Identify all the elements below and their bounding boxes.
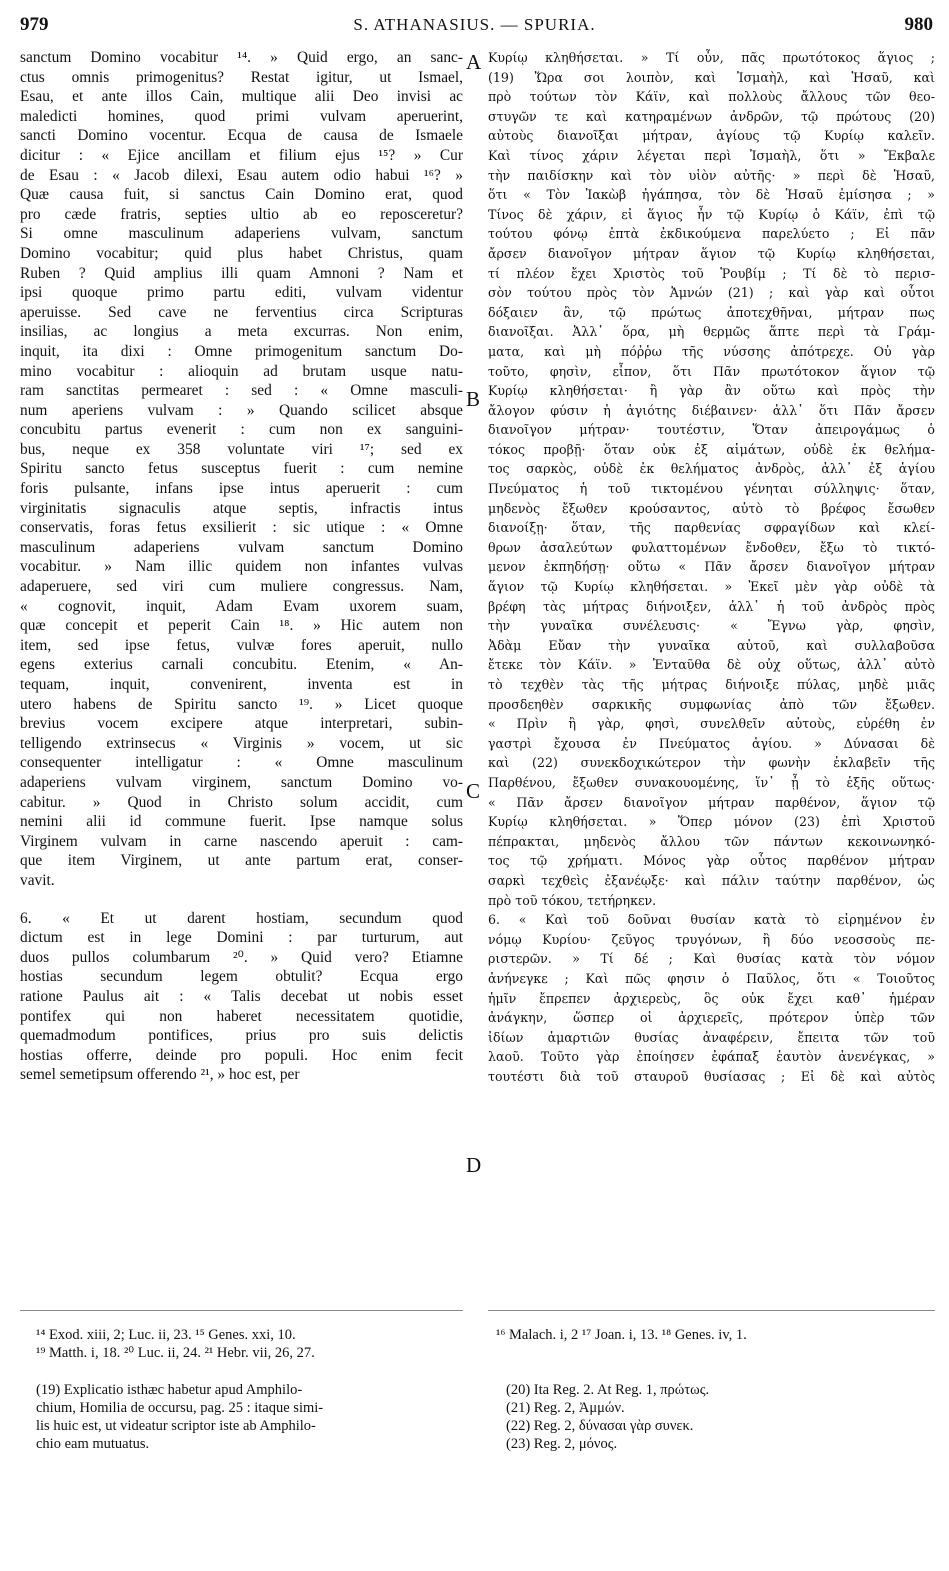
footnote-rule-right [488, 1310, 935, 1311]
text-line: ματα, καὶ μὴ πόῤῥω τῆς νύσσης ἀπότρεχε. Οὐ γὰρ [488, 343, 935, 359]
text-line: pro cæde fratris, septies ultio ab eo reposceretur? [20, 205, 463, 223]
text-line: ἄλογον φύσιν ἡ ἁγιότης διέβαινεν· ἀλλ᾽ ὅτι Πᾶν ἄρσεν [488, 402, 935, 418]
scripture-note-line: ¹⁴ Exod. xiii, 2; Luc. ii, 23. ¹⁵ Genes. xxi, 10. [36, 1327, 296, 1343]
page-number-right: 980 [904, 14, 933, 35]
text-line: utero habens de Spiritu sancto ¹⁹. » Licet quoque [20, 695, 463, 713]
text-line: sancti Domino vocentur. Ecqua de causa de Ismaele [20, 127, 463, 145]
scripture-notes-right [496, 1326, 936, 1344]
text-line: στυγῶν τε καὶ κατηραμένων ἀνδρῶν, τῷ πρώτους (20) [488, 108, 935, 124]
text-line: mino vocabitur : alioquin ad brutam usque natu- [20, 362, 463, 380]
text-line: ctus omnis primogenitus? Restat igitur, ut Ismael, [20, 68, 463, 86]
text-line: ἀνήνεγκε ; Καὶ πῶς φησιν ὁ Παῦλος, ὅτι « Τοιοῦτος [488, 970, 935, 986]
text-line: semel semetipsum offerendo ²¹, » hoc est, per [20, 1066, 300, 1084]
text-line: pontifex qui non haberet necessitatem quotidie, [20, 1007, 463, 1025]
text-line: τί πλέον ἔχει Χριστὸς τοῦ Ῥουβίμ ; Τί δὲ τὸ περισ- [488, 265, 935, 281]
text-line: inquit, ita dixi : Omne primogenitum sanctum Do- [20, 342, 463, 360]
paragraph-gap [20, 891, 463, 909]
text-line: τοῦτο, φησὶν, εἶπον, ὅτι Πᾶν πρωτότοκον ἅγιον τῷ [488, 363, 935, 379]
text-line: τὴν γυναῖκα συνέλευσις· « Ἔγνω γὰρ, φησὶν, [488, 618, 935, 634]
text-line: ἡμῖν ἔπρεπεν ἀρχιερεὺς, ὃς οὐκ ἔχει καθ᾽ ἡμέραν [488, 990, 935, 1006]
text-line: καὶ (22) συνεκδοχικώτερον τὴν φωνὴν ἐκλαβεῖν τῆς [488, 755, 935, 771]
text-line: τούτου φόνῳ ἑπτὰ ἐκδικούμενα παρελύετο ; Εἰ πᾶν [488, 226, 935, 242]
text-line: Domino vocabitur; quid plus habet Christus, quam [20, 244, 463, 262]
text-line: Virginem vulvam in carne nascendo aperuit : cam- [20, 832, 463, 850]
text-line: Τίνος δὲ χάριν, εἰ ἅγιος ἦν τῷ Κυρίῳ ὁ Κάϊν, ἐπὶ τῷ [488, 206, 935, 222]
text-line: τος τῷ χρήματι. Μόνος γὰρ οὗτος παρθένον μήτραν [488, 853, 935, 869]
text-line: τὴν παιδίσκην καὶ τὸν υἱὸν αὐτῆς· » περὶ δὲ Ἡσαῦ, [488, 167, 935, 183]
text-line: « cognovit, inquit, Adam Evam uxorem suam, [20, 597, 463, 615]
text-line: μηδενὸς ἔξωθεν κρούσαντος, αὐτὸ τὸ βρέφος ἔσωθεν [488, 500, 935, 516]
text-line: dicitur : « Ejice ancillam et filium ejus ¹⁵? » Cur [20, 146, 463, 164]
text-line: insilias, ac longius a meta excurras. Non enim, [20, 323, 463, 341]
text-line: brevius vocem excipere atque interpretari, subin- [20, 715, 463, 733]
text-line: Κυρίῳ κληθήσεται. » Τί οὖν, πᾶς πρωτότοκος ἅγιος ; [488, 50, 935, 65]
text-line: ratione Paulus ait : « Talis decebat ut nobis esset [20, 987, 463, 1005]
editor-note-line: chium, Homilia de occursu, pag. 25 : itaque simi- [36, 1400, 324, 1416]
editor-notes-left [36, 1381, 466, 1453]
editor-notes-right [506, 1381, 936, 1453]
text-line: πρὸ τούτων τὸν Κάϊν, καὶ πολλοὺς ἄλλους τῶν θεο- [488, 89, 935, 105]
text-line: ram sanctitas permearet : sed : « Omne masculi- [20, 382, 463, 400]
text-line: βρέφη τὰς μήτρας διήνοιξεν, ἀλλ᾽ ἡ τοῦ ἀνδρὸς πρὸς [488, 598, 935, 614]
text-line: « Πᾶν ἄρσεν διανοῖγον μήτραν παρθένον, ἅγιον τῷ [488, 794, 935, 810]
text-line: Παρθένου, ἔξωθεν συνακουομένης, ἵν᾽ ᾖ τὸ ἑξῆς οὕτως· [488, 774, 935, 790]
text-line: ἄρσεν διανοῖγον μήτραν ἅγιον τῷ Κυρίῳ κληθήσεται, [488, 245, 935, 261]
text-line: γαστρὶ ἔχουσα ἐν Πνεύματος ἁγίου. » Δύνασαι δὲ [488, 735, 935, 751]
text-line: que item Virginem, ut ante partum erat, conser- [20, 852, 463, 870]
text-line: σαρκὶ τεχθεὶς ἐξανέῳξε· καὶ πάλιν ταύτην παρθένον, ὡς [488, 872, 935, 888]
text-line: Ruben ? Quid amplius illi quam Amnoni ? Nam et [20, 264, 463, 282]
text-line: ἔτεκε τὸν Κάϊν. » Ἐνταῦθα δὲ οὐχ οὕτως, ἀλλ᾽ αὐτὸ [488, 657, 935, 673]
editor-note-line: (20) Ita Reg. 2. At Reg. 1, πρώτως. [506, 1382, 710, 1398]
text-line: duos pullos columbarum ²⁰. » Quid vero? Etiamne [20, 948, 463, 966]
text-line: quemadmodum pontifices, prius pro suis delictis [20, 1027, 463, 1045]
editor-note-line: lis huic est, ut videatur scriptor iste ab Amphilo- [36, 1418, 316, 1434]
scripture-note-line: ¹⁹ Matth. i, 18. ²⁰ Luc. ii, 24. ²¹ Hebr. vii, 26, 27. [36, 1345, 315, 1361]
editor-note-line: (23) Reg. 2, μόνος. [506, 1436, 618, 1452]
text-line: vavit. [20, 871, 55, 889]
scripture-notes-left [36, 1326, 466, 1362]
text-line: διανοῖγον μήτραν· τουτέστιν, Ὅταν ἀπειρογάμως ὁ [488, 422, 935, 438]
text-line: « Πρὶν ἢ γὰρ, φησὶ, συνελθεῖν αὐτοὺς, εὑρέθη ἐν [488, 716, 935, 732]
running-header [12, 14, 937, 38]
text-line: τος σαρκὸς, οὐδὲ ἐκ θελήματος ἀνδρὸς, ἀλλ᾽ ἐξ ἁγίου [488, 461, 935, 477]
text-line: ipsi quoque primo partu editi, vulvam videntur [20, 284, 463, 302]
text-line: dictum est in lege Domini : par turturum, aut [20, 929, 463, 947]
text-line: Spiritu sancto fetus susceptus fuerit : cum nemine [20, 460, 463, 478]
section-marker-d: D [466, 1153, 482, 1177]
text-line: consequenter intelligatur : « Omne masculinum [20, 754, 463, 772]
section-marker-a: A [466, 50, 482, 74]
latin-column [20, 48, 463, 1085]
text-line: Πνεύματος ἡ τοῦ τικτομένου γένηται σύλληψις· ὅταν, [488, 481, 935, 497]
text-line: adaperiens vulvam virginem, sanctum Domino vo- [20, 773, 463, 791]
text-line: telligendo extrinsecus « Virginis » vocem, ut sic [20, 734, 463, 752]
text-line: sanctum Domino vocabitur ¹⁴. » Quid ergo, an sanc- [20, 49, 463, 66]
text-line: hostias secundum legem obtulit? Ecqua ergo [20, 968, 463, 986]
text-line: θρων ἀσαλεύτων φυλαττομένων ἔνδοθεν, ἔξω τὸ τικτό- [488, 539, 935, 555]
text-line: bus, neque ex 358 voluntate viri ¹⁷; sed ex [20, 440, 463, 458]
text-line: λαοῦ. Τοῦτο γὰρ ἐποίησεν ἐφάπαξ ἑαυτὸν ἀνενέγκας, » [488, 1049, 935, 1065]
text-line: quæ concepit et peperit Cain ¹⁸. » Hic autem non [20, 617, 463, 635]
section-marker-c: C [466, 779, 481, 803]
text-line: foris pulsante, infans ipse intus aperuerit : cum [20, 480, 463, 498]
greek-column [488, 48, 935, 1086]
text-line: hostias offerre, deinde pro populi. Hoc enim fecit [20, 1046, 463, 1064]
text-line: τόκος προβῇ· ὅταν οὐκ ἐξ αἱμάτων, οὐδὲ ἐκ θελήμα- [488, 441, 935, 457]
text-line: προσδεηθὲν σαρκικῆς συμφωνίας ἀπὸ τῶν ἔξωθεν. [488, 696, 935, 712]
text-line: 6. « Et ut darent hostiam, secundum quod [20, 909, 463, 927]
text-line: item, sed ipse fetus, vulvæ fores aperuit, nullo [20, 636, 463, 654]
text-line: virginitatis signaculis atque septis, infractis intus [20, 499, 463, 517]
text-line: Κυρίῳ κληθήσεται· ἢ γὰρ ἂν οὕτω καὶ πρὸς τὴν [488, 383, 935, 399]
text-line: nemini alii id commune fuerit. Ipse namque solus [20, 813, 463, 831]
section-marker-b: B [466, 387, 481, 411]
text-line: conservatis, foras fetus exsilierit : sic utique : « Omne [20, 519, 463, 537]
text-line: aperuisse. Sed cave ne ferventius circa Scripturas [20, 303, 463, 321]
scripture-note-line: ¹⁶ Malach. i, 2 ¹⁷ Joan. i, 13. ¹⁸ Genes. iv, 1. [496, 1327, 747, 1343]
text-line: tequam, inquit, convenirent, inventa est in [20, 676, 463, 693]
text-line: διανοῖξαι. Ἀλλ᾽ ὅρα, μὴ θερμῶς ἅπτε περὶ τὰ Γράμ- [488, 324, 935, 340]
text-line: maledicti homines, quod primi vulvam aperuerint, [20, 107, 463, 125]
text-line: μενον ἐκπηδήσῃ· οὕτω « Πᾶν ἄρσεν διανοῖγον μήτραν [488, 559, 935, 575]
text-line: ἰδίων ἁμαρτιῶν θυσίας ἀναφέρειν, ἔπειτα τῶν τοῦ [488, 1029, 935, 1045]
text-line: Si omne masculinum adaperiens vulvam, sanctum [20, 225, 463, 243]
editor-note-line: (19) Explicatio isthæc habetur apud Amphilo- [36, 1382, 303, 1398]
text-line: Quæ causa fuit, si sanctus Cain Domino erat, quod [20, 186, 463, 204]
text-line: vocabitur. » Nam illic quidem non infantes vulvas [20, 558, 463, 576]
text-line: ἅγιον τῷ Κυρίῳ κληθήσεται. » Ἐκεῖ μὲν γὰρ οὐδὲ τὰ [488, 579, 935, 595]
text-line: adaperuere, sed viri cum muliere congressus. Nam, [20, 578, 463, 596]
text-line: Ἀδὰμ Εὔαν τὴν γυναῖκα αὐτοῦ, καὶ συλλαβοῦσα [488, 637, 935, 653]
text-line: (19) Ὥρα σοι λοιπὸν, καὶ Ἰσμαὴλ, καὶ Ἡσαῦ, καὶ [488, 69, 935, 85]
text-line: Esau, et ante illos Cain, multique alii Deo invisi ac [20, 88, 463, 106]
editor-note-line: (21) Reg. 2, Ἀμμών. [506, 1400, 625, 1416]
footnote-rule-left [20, 1310, 463, 1311]
text-line: πρὸ τοῦ τόκου, τετήρηκεν. [488, 892, 657, 908]
text-line: διανοίξῃ· ὅταν, τῆς παρθενίας σφραγίδων καὶ κλεί- [488, 520, 935, 536]
text-line: 6. « Καὶ τοῦ δοῦναι θυσίαν κατὰ τὸ εἰρημένον ἐν [488, 912, 935, 928]
text-line: concubitu partus evenerit : cum non ex sanguini- [20, 421, 463, 439]
text-line: τὸ τεχθὲν τὰς τῆς μήτρας διήνοιξε πύλας, μηδὲ μιᾶς [488, 677, 935, 692]
text-line: δόξαιεν ἂν, τῷ πρώτως ἀποτεχθῆναι, μήτραν πως [488, 304, 935, 320]
text-line: αὐτοὺς διανοῖξαι μήτραν, ἁγίους τῷ Κυρίῳ καλεῖν. [488, 128, 935, 144]
editor-note-line: chio eam mutuatus. [36, 1436, 150, 1452]
editor-note-line: (22) Reg. 2, δύνασαι γὰρ συνεκ. [506, 1418, 694, 1434]
text-line: ἀνάγκην, ὥσπερ οἱ ἀρχιερεῖς, πρότερον ὑπὲρ τῶν [488, 1010, 935, 1026]
text-line: Καὶ τίνος χάριν λέγεται περὶ Ἰσμαὴλ, ὅτι » Ἔκβαλε [488, 147, 935, 163]
text-line: τουτέστι διὰ τοῦ σταυροῦ θυσίασας ; Εἰ δὲ καὶ αὐτὸς [488, 1068, 935, 1084]
running-title: S. ATHANASIUS. — SPURIA. [353, 15, 596, 34]
text-line: egens exterius carnali concubitu. Etenim, « An- [20, 656, 463, 674]
text-line: cabitur. » Quod in Christo solum accidit, cum [20, 793, 463, 811]
text-line: de Esau : « Jacob dilexi, Esau autem odio habui ¹⁶? » [20, 166, 463, 184]
text-line: σὸν τούτου πρὸς τὸν Ἀμνών (21) ; καὶ γὰρ καὶ οὗτοι [488, 285, 935, 301]
text-line: πέπρακται, μηδενὸς ἄλλου τῶν πάντων κεκοινωνηκό- [488, 833, 935, 849]
text-line: Κυρίῳ κληθήσεται. » Ὅπερ μόνον (23) ἐπὶ Χριστοῦ [488, 814, 935, 830]
text-line: ριστερῶν. » Τί δέ ; Καὶ θυσίας κατὰ τὸν νόμον [488, 951, 935, 967]
text-line: num aperiens vulvam : » Quando scilicet absque [20, 401, 463, 419]
page-number-left: 979 [20, 14, 49, 35]
text-line: ὅτι « Τὸν Ἰακὼβ ἠγάπησα, τὸν δὲ Ἡσαῦ ἐμίσησα ; » [488, 187, 935, 203]
text-line: masculinum adaperiens vulvam sanctum Domino [20, 538, 463, 556]
text-line: νόμῳ Κυρίου· ζεῦγος τρυγόνων, ἢ δύο νεοσσοὺς πε- [488, 931, 935, 947]
